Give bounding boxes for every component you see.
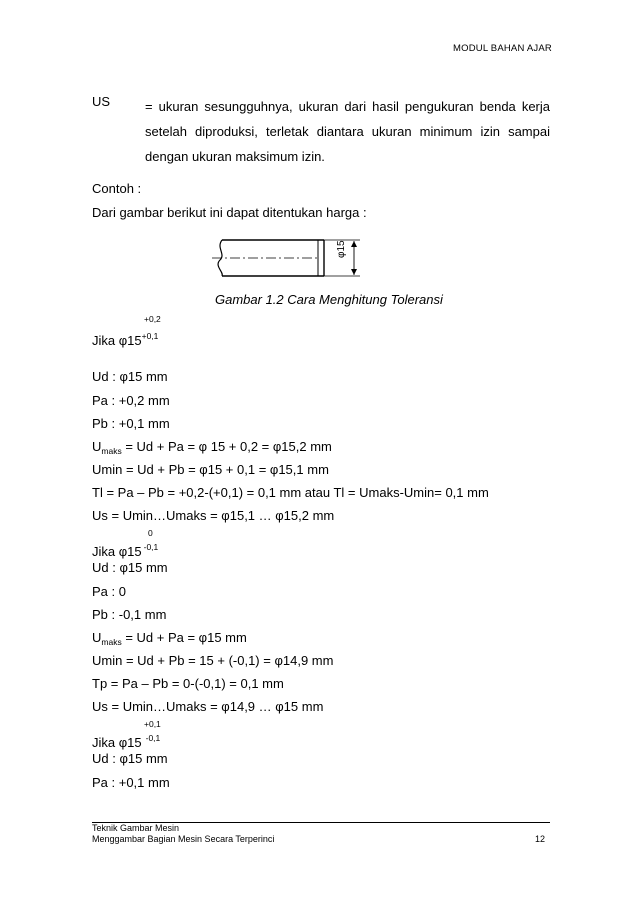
ex1-umin: Umin = Ud + Pb = φ15 + 0,1 = φ15,1 mm (92, 462, 329, 477)
ex2-umaks-rest: = Ud + Pa = φ15 mm (121, 630, 247, 645)
ex2-pb: Pb : -0,1 mm (92, 607, 167, 622)
dimension-label: φ15 (336, 240, 347, 258)
ex2-umaks-sub: maks (101, 637, 122, 647)
footer-line2: Menggambar Bagian Mesin Secara Terperinci (92, 834, 275, 844)
ex2-tol-lower: -0,1 (143, 542, 159, 552)
ex2-umaks-u: U (92, 630, 102, 645)
shaft-figure (208, 232, 368, 284)
ex2-jika (92, 544, 158, 559)
footer-page-number: 12 (535, 834, 546, 844)
contoh-intro: Dari gambar berikut ini dapat ditentukan harga : (92, 205, 367, 220)
ex2-ud: Ud : φ15 mm (92, 560, 168, 575)
ex3-jika (92, 735, 160, 750)
ex2-tp: Tp = Pa – Pb = 0-(-0,1) = 0,1 mm (92, 676, 284, 691)
ex2-umin: Umin = Ud + Pb = 15 + (-0,1) = φ14,9 mm (92, 653, 334, 668)
ex2-jika-text: Jika φ15 (92, 544, 142, 559)
ex1-umaks-sub: maks (101, 446, 122, 456)
ex1-pa: Pa : +0,2 mm (92, 393, 170, 408)
ex2-pa: Pa : 0 (92, 584, 126, 599)
ex1-ud: Ud : φ15 mm (92, 369, 168, 384)
ex3-pa: Pa : +0,1 mm (92, 775, 170, 790)
ex2-tol-upper: 0 (148, 528, 153, 538)
footer-line1: Teknik Gambar Mesin (92, 823, 180, 833)
ex1-tol-lower: +0,1 (141, 331, 159, 341)
ex1-umaks-rest: = Ud + Pa = φ 15 + 0,2 = φ15,2 mm (121, 439, 332, 454)
ex1-tl: Tl = Pa – Pb = +0,2-(+0,1) = 0,1 mm atau Tl = Umaks-Umin= 0,1 mm (92, 485, 489, 500)
ex3-tol-upper: +0,1 (144, 719, 161, 729)
ex1-jika (92, 333, 158, 348)
definition-term: US (92, 94, 111, 109)
ex3-ud: Ud : φ15 mm (92, 751, 168, 766)
ex1-us: Us = Umin…Umaks = φ15,1 … φ15,2 mm (92, 508, 335, 523)
ex3-tol-lower: -0,1 (145, 733, 161, 743)
contoh-label: Contoh : (92, 181, 142, 196)
ex2-us: Us = Umin…Umaks = φ14,9 … φ15 mm (92, 699, 324, 714)
header-title: MODUL BAHAN AJAR (453, 43, 552, 54)
ex1-tol-upper: +0,2 (144, 314, 161, 324)
ex1-jika-text: Jika φ15 (92, 333, 142, 348)
ex1-umaks-u: U (92, 439, 102, 454)
ex3-jika-text: Jika φ15 (92, 735, 142, 750)
ex1-umaks (92, 439, 332, 454)
figure-caption: Gambar 1.2 Cara Menghitung Toleransi (215, 292, 443, 307)
ex2-umaks (92, 630, 247, 645)
ex1-pb: Pb : +0,1 mm (92, 416, 170, 431)
definition-text: = ukuran sesungguhnya, ukuran dari hasil pengukuran benda kerja setelah diproduksi, terletak diantara ukuran minimum izin sampai dengan ukuran maksimum izin. (145, 99, 550, 164)
